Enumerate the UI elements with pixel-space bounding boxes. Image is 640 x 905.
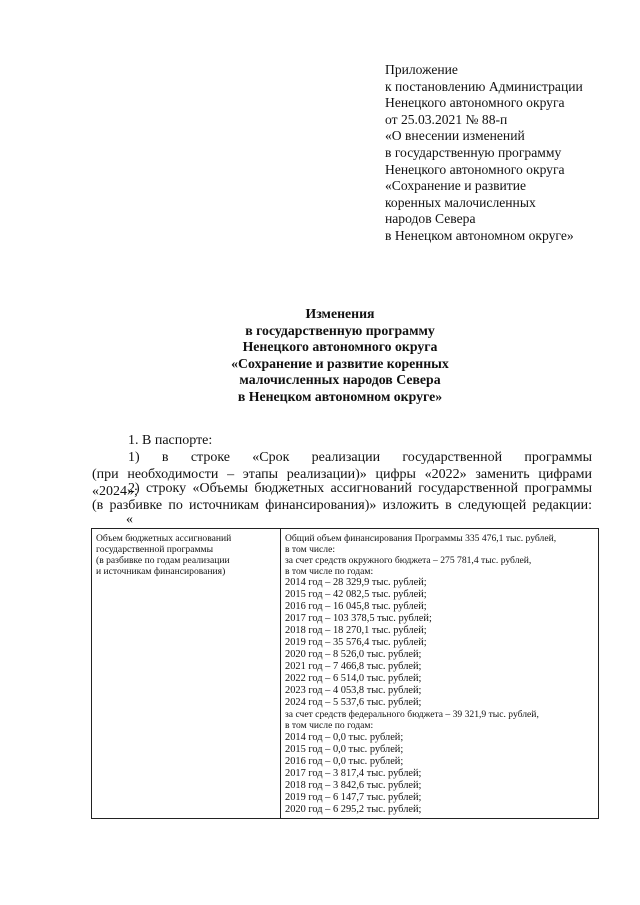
year-line: 2017 год – 103 378,5 тыс. рублей; (285, 613, 432, 625)
appendix-line: Ненецкого автономного округа (385, 95, 565, 111)
title-line: Изменения (305, 306, 375, 321)
appendix-line: коренных малочисленных (385, 194, 536, 210)
title-line: «Сохранение и развитие коренных (231, 355, 449, 371)
paragraph-line: 2) строку «Объемы бюджетных ассигнований государственной программы (128, 481, 592, 496)
year-line: 2017 год – 3 817,4 тыс. рублей; (285, 767, 422, 779)
year-line: 2014 год – 0,0 тыс. рублей; (285, 731, 404, 743)
label-line: Объем бюджетных ассигнований (96, 533, 232, 544)
paragraph-line: (в разбивке по источникам финансирования)» изложить в следующей редакции: (92, 498, 592, 513)
year-line: 2021 год – 7 466,8 тыс. рублей; (285, 661, 422, 673)
funding-table (91, 528, 599, 819)
appendix-line: народов Севера (385, 211, 476, 227)
year-line: 2024 год – 5 537,6 тыс. рублей; (285, 697, 422, 709)
appendix-line: к постановлению Администрации (385, 78, 583, 94)
document-title (90, 306, 590, 405)
appendix-line: «О внесении изменений (385, 128, 525, 144)
year-line: 2015 год – 42 082,5 тыс. рублей; (285, 589, 427, 601)
passport-paragraph (92, 432, 592, 449)
appendix-line: в Ненецком автономном округе» (385, 227, 574, 243)
value-line: в том числе по годам: (285, 566, 374, 578)
appendix-line: Приложение (385, 62, 458, 77)
appendix-line: от 25.03.2021 № 88-п (385, 111, 508, 127)
paragraph-line: 1) в строке «Срок реализации государственной программы (128, 450, 592, 465)
appendix-line: Ненецкого автономного округа (385, 161, 565, 177)
title-line: малочисленных народов Севера (239, 372, 441, 387)
value-line: в том числе: (285, 544, 336, 556)
table-cell-label (92, 529, 281, 819)
appendix-header (385, 62, 625, 245)
year-line: 2023 год – 4 053,8 тыс. рублей; (285, 685, 422, 697)
year-line: 2014 год – 28 329,9 тыс. рублей; (285, 577, 427, 589)
label-line: и источникам финансирования) (96, 566, 226, 578)
year-line: 2016 год – 16 045,8 тыс. рублей; (285, 601, 427, 613)
title-line: в государственную программу (245, 322, 435, 338)
paragraph-line: (при необходимости – этапы реализации)» цифры «2022» заменить цифрами «2024»; (92, 467, 592, 499)
year-line: 2022 год – 6 514,0 тыс. рублей; (285, 673, 422, 685)
paragraph-heading: 1. В паспорте: (128, 433, 213, 448)
appendix-line: в государственную программу (385, 144, 562, 160)
year-line: 2018 год – 3 842,6 тыс. рублей; (285, 779, 422, 791)
paragraph-item-2 (92, 480, 592, 514)
value-line: Общий объем финансирования Программы 335 476,1 тыс. рублей, (285, 533, 557, 544)
value-line: за счет средств федерального бюджета – 39 321,9 тыс. рублей, (285, 709, 539, 721)
appendix-line: «Сохранение и развитие (385, 178, 527, 194)
table-cell-value (281, 529, 599, 819)
label-line: государственной программы (96, 544, 214, 556)
year-line: 2019 год – 6 147,7 тыс. рублей; (285, 791, 422, 803)
title-line: в Ненецком автономном округе» (237, 388, 443, 404)
year-line: 2015 год – 0,0 тыс. рублей; (285, 743, 404, 755)
year-line: 2016 год – 0,0 тыс. рублей; (285, 755, 404, 767)
year-line: 2020 год – 6 295,2 тыс. рублей; (285, 803, 422, 815)
year-line: 2019 год – 35 576,4 тыс. рублей; (285, 637, 427, 649)
value-line: в том числе по годам: (285, 720, 374, 732)
quote-mark: « (126, 512, 133, 527)
table-row (92, 529, 599, 819)
year-line: 2018 год – 18 270,1 тыс. рублей; (285, 625, 427, 637)
label-line: (в разбивке по годам реализации (96, 555, 230, 567)
year-line: 2020 год – 8 526,0 тыс. рублей; (285, 649, 422, 661)
title-line: Ненецкого автономного округа (242, 339, 438, 354)
value-line: за счет средств окружного бюджета – 275 781,4 тыс. рублей, (285, 555, 532, 567)
